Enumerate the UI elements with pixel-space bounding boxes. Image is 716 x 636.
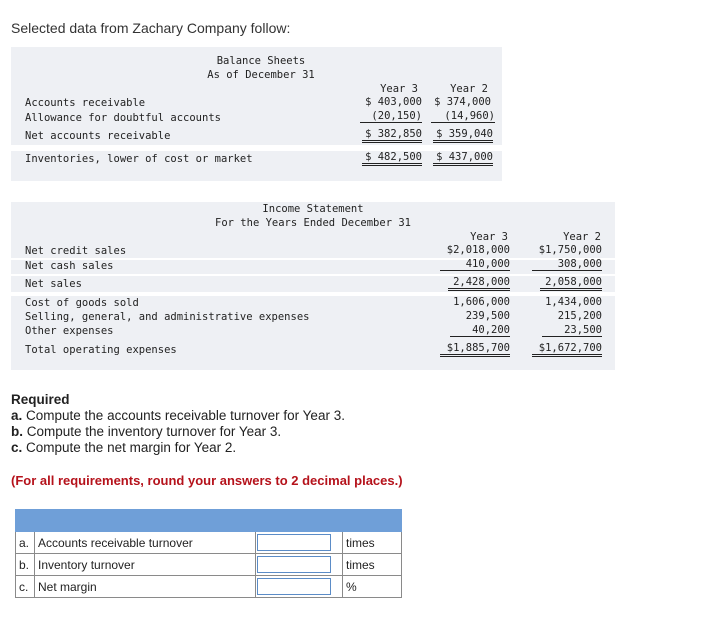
balance-sheet-title: Balance Sheets bbox=[216, 55, 306, 67]
answer-row-b bbox=[16, 554, 402, 576]
row-label: Inventory turnover bbox=[35, 554, 256, 576]
row-letter: c. bbox=[16, 576, 35, 598]
is-row-y3: 239,500 bbox=[465, 310, 510, 322]
ar-turnover-input[interactable] bbox=[257, 534, 331, 551]
is-row-label: Other expenses bbox=[25, 325, 114, 337]
is-row-label: Net sales bbox=[25, 278, 82, 290]
required-item: c. Compute the net margin for Year 2. bbox=[11, 440, 237, 455]
is-row-label: Cost of goods sold bbox=[25, 297, 139, 309]
is-row-y2: 1,434,000 bbox=[545, 296, 602, 308]
is-row-y3: 410,000 bbox=[440, 258, 510, 271]
is-row-y3: $1,885,700 bbox=[440, 342, 510, 357]
income-statement-subtitle: For the Years Ended December 31 bbox=[215, 217, 411, 229]
is-row-y3: 40,200 bbox=[450, 324, 510, 337]
bs-row-label: Net accounts receivable bbox=[25, 130, 171, 142]
row-label: Net margin bbox=[35, 576, 256, 598]
is-row-label: Net cash sales bbox=[25, 260, 114, 272]
required-item: a. Compute the accounts receivable turnover for Year 3. bbox=[11, 408, 345, 423]
balance-sheet-subtitle: As of December 31 bbox=[207, 69, 315, 81]
bs-row-y2: $ 374,000 bbox=[434, 96, 491, 108]
income-statement-title: Income Statement bbox=[262, 203, 364, 215]
is-row-y2: 23,500 bbox=[542, 324, 602, 337]
bs-row-y3: (20,150) bbox=[360, 110, 422, 123]
is-row-y3: $2,018,000 bbox=[446, 244, 510, 256]
bs-row-y3: $ 403,000 bbox=[365, 96, 422, 108]
is-row-y2: $1,672,700 bbox=[532, 342, 602, 357]
bs-col-year3: Year 3 bbox=[380, 83, 418, 95]
is-row-y3: 1,606,000 bbox=[453, 296, 510, 308]
bs-row-label: Inventories, lower of cost or market bbox=[25, 153, 253, 165]
is-col-year3: Year 3 bbox=[470, 231, 508, 243]
row-letter: b. bbox=[16, 554, 35, 576]
answer-table-header bbox=[16, 510, 402, 532]
bs-row-y2: (14,960) bbox=[431, 110, 495, 123]
answer-row-a bbox=[16, 532, 402, 554]
is-row-y2: 2,058,000 bbox=[540, 276, 602, 291]
bs-row-label: Allowance for doubtful accounts bbox=[25, 112, 221, 124]
bs-row-label: Accounts receivable bbox=[25, 97, 146, 109]
required-heading: Required bbox=[11, 392, 70, 407]
bs-row-y2: $ 359,040 bbox=[433, 128, 493, 143]
is-row-y2: 308,000 bbox=[532, 258, 602, 271]
is-col-year2: Year 2 bbox=[563, 231, 601, 243]
row-label: Accounts receivable turnover bbox=[35, 532, 256, 554]
is-row-label: Total operating expenses bbox=[25, 344, 177, 356]
row-unit: % bbox=[343, 576, 402, 598]
row-unit: times bbox=[343, 532, 402, 554]
bs-row-y3: $ 482,500 bbox=[362, 151, 422, 166]
answer-table bbox=[15, 509, 402, 598]
intro-text: Selected data from Zachary Company follow: bbox=[11, 20, 291, 36]
is-row-y2: $1,750,000 bbox=[538, 244, 602, 256]
bs-row-y3: $ 382,850 bbox=[362, 128, 422, 143]
required-item: b. Compute the inventory turnover for Year 3. bbox=[11, 424, 282, 439]
is-row-label: Net credit sales bbox=[25, 245, 127, 257]
is-row-label: Selling, general, and administrative expenses bbox=[25, 311, 310, 323]
row-letter: a. bbox=[16, 532, 35, 554]
bs-row-y2: $ 437,000 bbox=[433, 151, 493, 166]
is-row-y3: 2,428,000 bbox=[448, 276, 510, 291]
is-row-y2: 215,200 bbox=[557, 310, 602, 322]
rounding-note: (For all requirements, round your answers to 2 decimal places.) bbox=[11, 473, 403, 488]
bs-col-year2: Year 2 bbox=[450, 83, 488, 95]
answer-row-c bbox=[16, 576, 402, 598]
row-unit: times bbox=[343, 554, 402, 576]
net-margin-input[interactable] bbox=[257, 578, 331, 595]
inventory-turnover-input[interactable] bbox=[257, 556, 331, 573]
